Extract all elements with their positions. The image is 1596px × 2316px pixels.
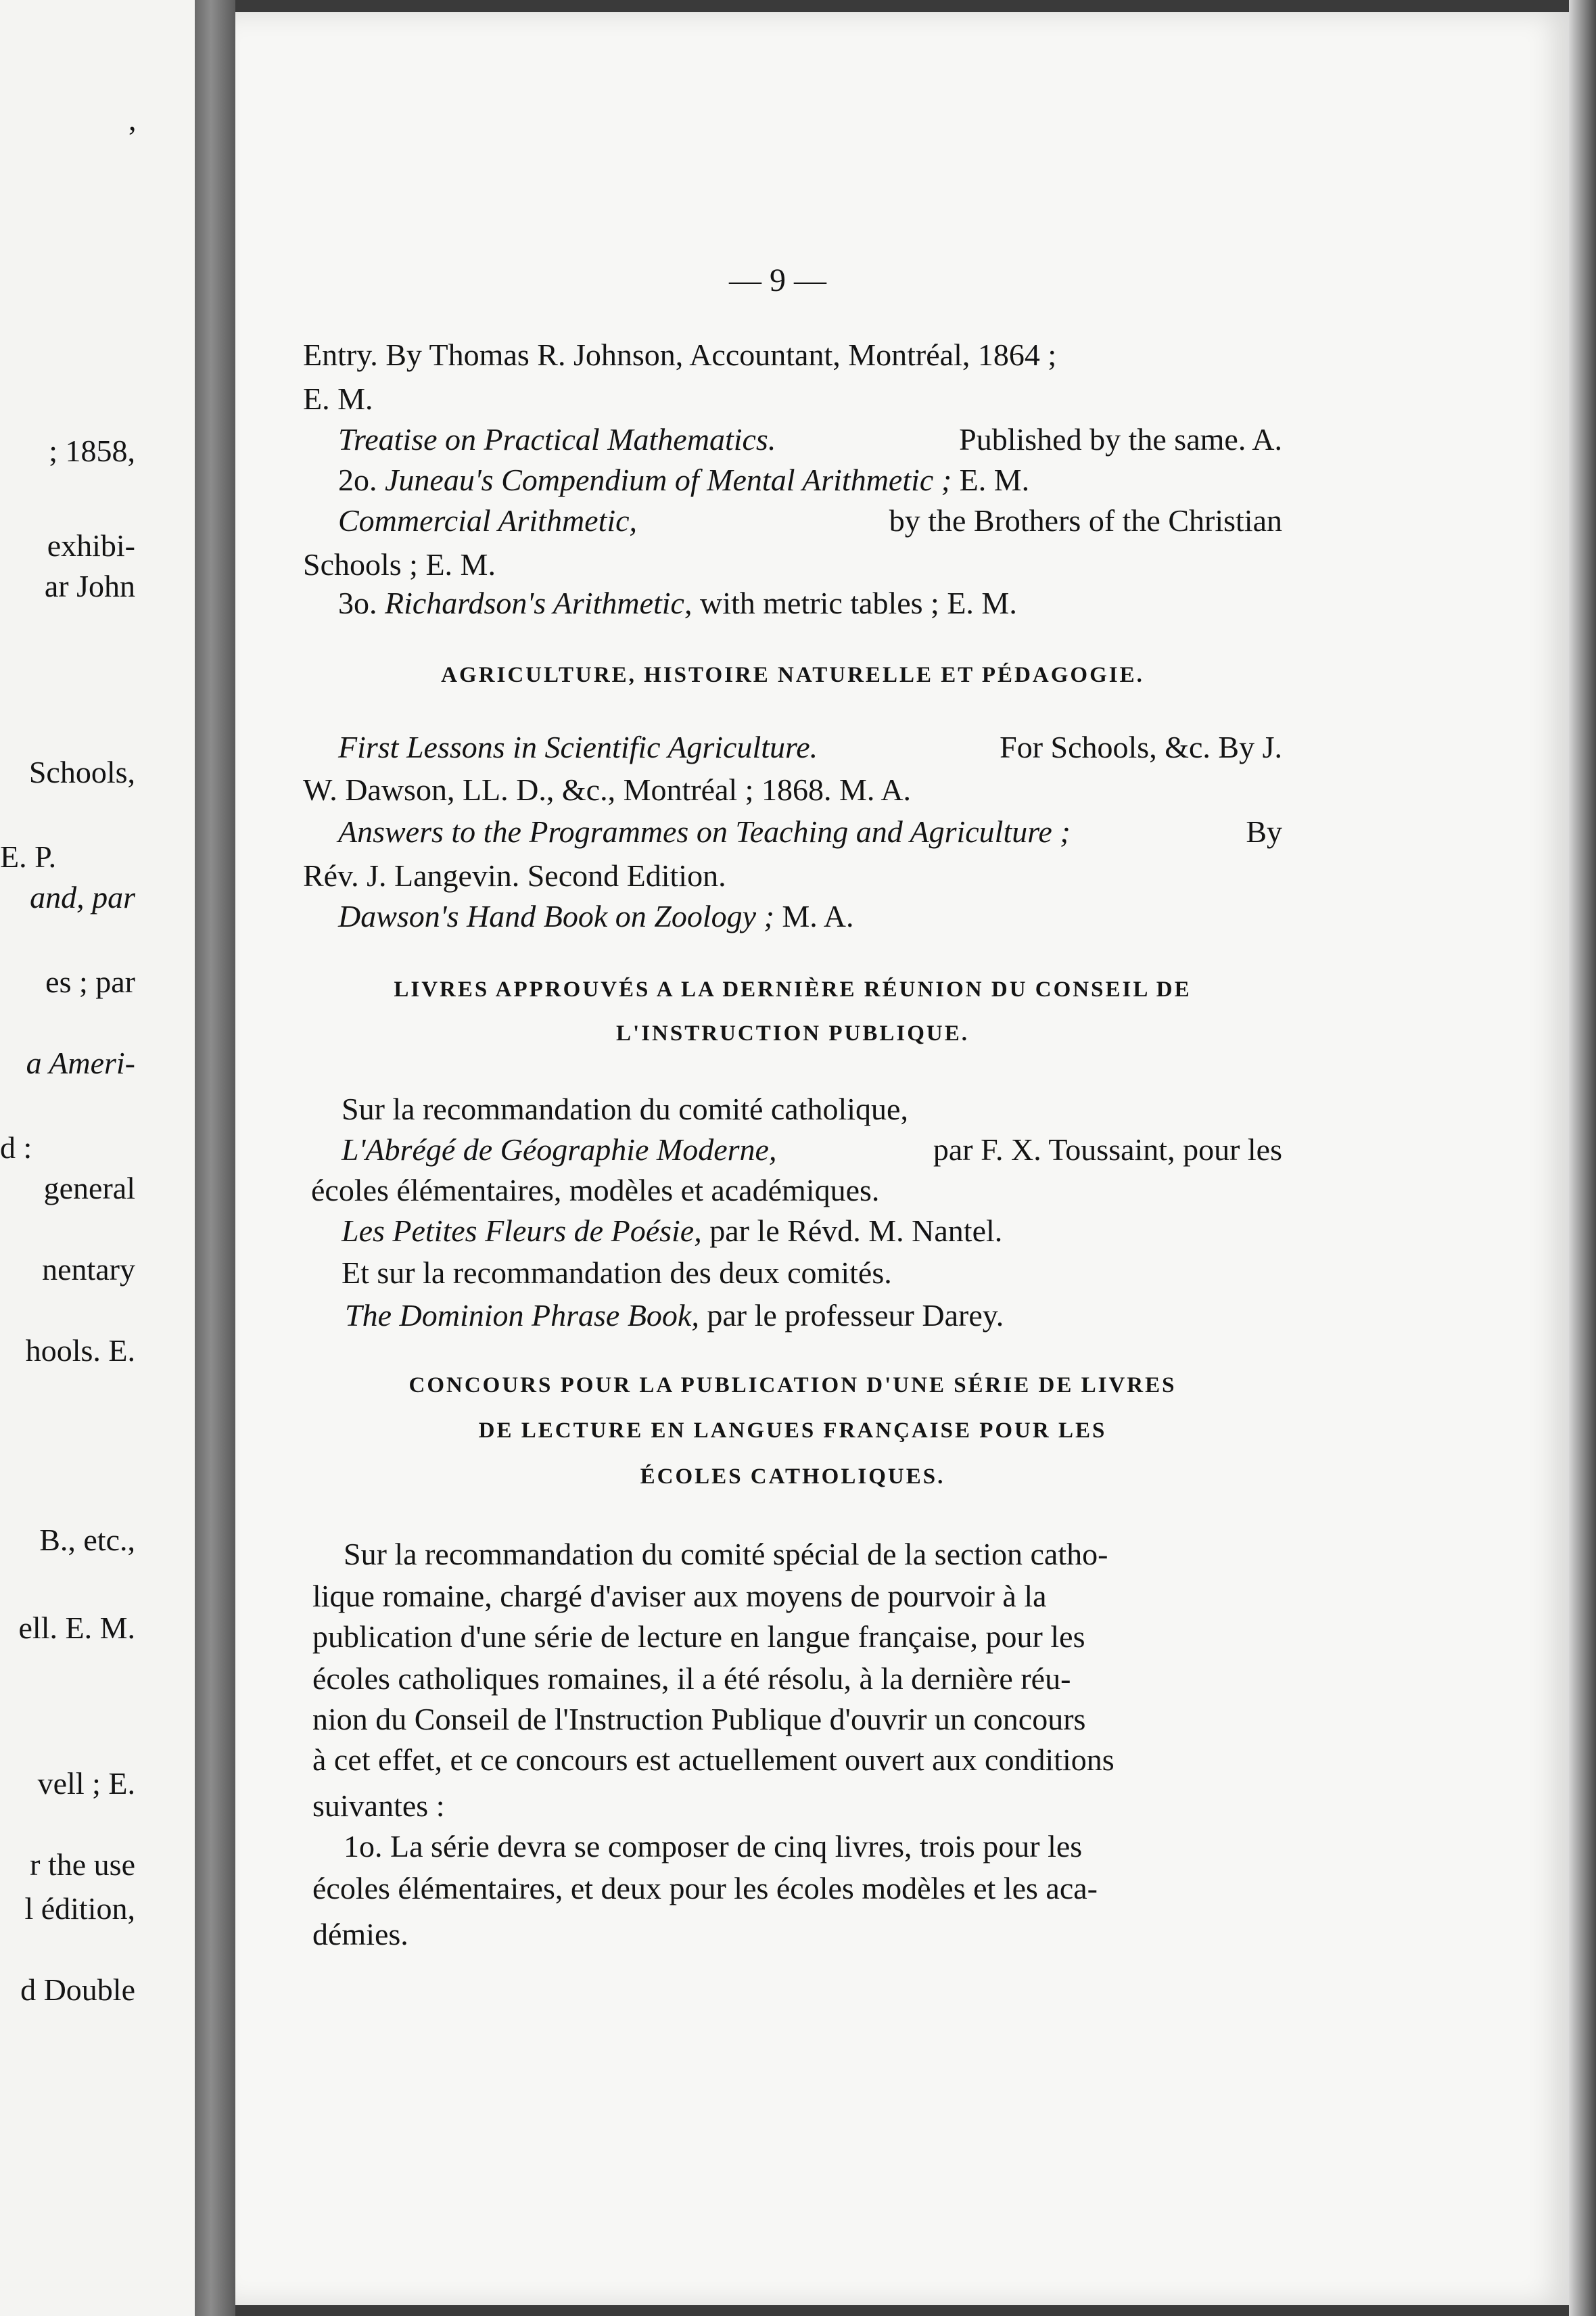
section-heading: CONCOURS POUR LA PUBLICATION D'UNE SÉRIE DE LIVRES xyxy=(408,1373,1177,1397)
left-page-fragment: E. P. xyxy=(0,839,57,874)
paragraph-line: lique romaine, chargé d'aviser aux moyens de pourvoir à la xyxy=(312,1579,1047,1613)
left-page-fragment: ; 1858, xyxy=(49,434,135,468)
line-text: par F. X. Toussaint, pour les xyxy=(933,1132,1282,1167)
line-text: M. A. xyxy=(782,899,854,933)
line-text: Published by the same. A. xyxy=(959,422,1282,457)
left-page-fragment: ell. E. M. xyxy=(18,1611,135,1645)
left-page-fragment: l édition, xyxy=(24,1891,135,1926)
paragraph-line: nion du Conseil de l'Instruction Publique d'ouvrir un concours xyxy=(312,1702,1086,1736)
section-heading: ÉCOLES CATHOLIQUES. xyxy=(640,1464,945,1489)
text-line xyxy=(338,419,1282,460)
left-page-fragment: and, par xyxy=(30,880,135,914)
line-text: For Schools, &c. By J. xyxy=(1000,730,1282,764)
line-text: E. M. xyxy=(959,463,1030,497)
book-title: Richardson's Arithmetic, xyxy=(385,586,693,620)
paragraph-line: démies. xyxy=(312,1917,408,1951)
page-number: — 9 — xyxy=(729,262,826,298)
left-page-fragment: B., etc., xyxy=(39,1523,135,1557)
paragraph-line: écoles catholiques romaines, il a été résolu, à la dernière réu- xyxy=(312,1661,1071,1696)
text-line: Schools ; E. M. xyxy=(303,547,496,582)
left-page-fragment: d : xyxy=(0,1130,32,1165)
book-title: Commercial Arithmetic, xyxy=(338,503,638,538)
paragraph-line: Sur la recommandation du comité spécial de la section catho- xyxy=(344,1537,1108,1571)
text-line xyxy=(338,501,1282,541)
text-line xyxy=(338,583,1017,624)
paragraph-line: 1o. La série devra se composer de cinq livres, trois pour les xyxy=(344,1829,1083,1863)
left-page-fragment: es ; par xyxy=(45,965,135,999)
line-text: by the Brothers of the Christian xyxy=(889,503,1282,538)
book-title: Dawson's Hand Book on Zoology ; xyxy=(338,899,774,933)
text-line: Rév. J. Langevin. Second Edition. xyxy=(303,858,726,893)
page-edge xyxy=(1569,0,1596,2316)
text-line xyxy=(338,812,1282,852)
left-page-fragment: Schools, xyxy=(28,755,135,789)
item-number: 3o. xyxy=(338,586,377,620)
left-page-fragment: a Ameri- xyxy=(26,1046,135,1080)
left-page-fragment: , xyxy=(128,102,137,137)
text-line: Et sur la recommandation des deux comités. xyxy=(342,1255,892,1290)
paragraph-line: écoles élémentaires, et deux pour les écoles modèles et les aca- xyxy=(312,1871,1098,1905)
book-title: The Dominion Phrase Book, xyxy=(345,1298,699,1333)
book-title: Juneau's Compendium of Mental Arithmetic ; xyxy=(385,463,952,497)
text-line xyxy=(342,1130,1282,1170)
line-text: par le Révd. M. Nantel. xyxy=(709,1213,1003,1248)
book-title: L'Abrégé de Géographie Moderne, xyxy=(342,1132,777,1167)
left-page-fragment: d Double xyxy=(20,1972,135,2007)
book-gutter xyxy=(195,0,235,2316)
text-line: W. Dawson, LL. D., &c., Montréal ; 1868. M. A. xyxy=(303,772,912,807)
line-text: Entry. By Thomas R. Johnson, Accountant, Montréal, 1864 ; xyxy=(303,338,1057,372)
text-line xyxy=(338,727,1282,768)
text-line xyxy=(303,335,1282,375)
left-page-fragment: exhibi- xyxy=(47,528,135,563)
line-text: par le professeur Darey. xyxy=(707,1298,1004,1333)
line-text: By xyxy=(1246,814,1282,849)
book-title: First Lessons in Scientific Agriculture. xyxy=(338,730,818,764)
left-page-fragment: general xyxy=(43,1171,135,1205)
section-heading: L'INSTRUCTION PUBLIQUE. xyxy=(616,1021,969,1046)
text-line: écoles élémentaires, modèles et académiques. xyxy=(311,1173,880,1207)
previous-page xyxy=(0,0,195,2316)
section-heading: AGRICULTURE, HISTOIRE NATURELLE ET PÉDAGOGIE. xyxy=(441,663,1144,687)
paragraph-line: publication d'une série de lecture en langue française, pour les xyxy=(312,1619,1085,1654)
text-line: E. M. xyxy=(303,381,373,416)
paragraph-line: à cet effet, et ce concours est actuellement ouvert aux conditions xyxy=(312,1742,1114,1777)
text-line xyxy=(338,896,853,937)
text-line xyxy=(345,1295,1004,1336)
text-line xyxy=(342,1211,1002,1251)
left-page-fragment: hools. E. xyxy=(25,1333,135,1368)
section-heading: LIVRES APPROUVÉS A LA DERNIÈRE RÉUNION DU CONSEIL DE xyxy=(394,977,1192,1002)
paragraph-line: suivantes : xyxy=(312,1788,445,1823)
text-line: Sur la recommandation du comité catholique, xyxy=(342,1092,908,1126)
section-heading: DE LECTURE EN LANGUES FRANÇAISE POUR LES xyxy=(478,1418,1107,1443)
left-page-fragment: nentary xyxy=(42,1252,135,1287)
left-page-fragment: r the use xyxy=(30,1847,135,1882)
left-page-fragment: ar John xyxy=(44,569,135,603)
line-text: with metric tables ; E. M. xyxy=(699,586,1017,620)
book-title: Answers to the Programmes on Teaching and Agriculture ; xyxy=(338,814,1071,849)
book-title: Les Petites Fleurs de Poésie, xyxy=(342,1213,702,1248)
book-title: Treatise on Practical Mathematics. xyxy=(338,422,776,457)
left-page-fragment: vell ; E. xyxy=(37,1766,135,1801)
text-line xyxy=(338,460,1029,501)
item-number: 2o. xyxy=(338,463,377,497)
